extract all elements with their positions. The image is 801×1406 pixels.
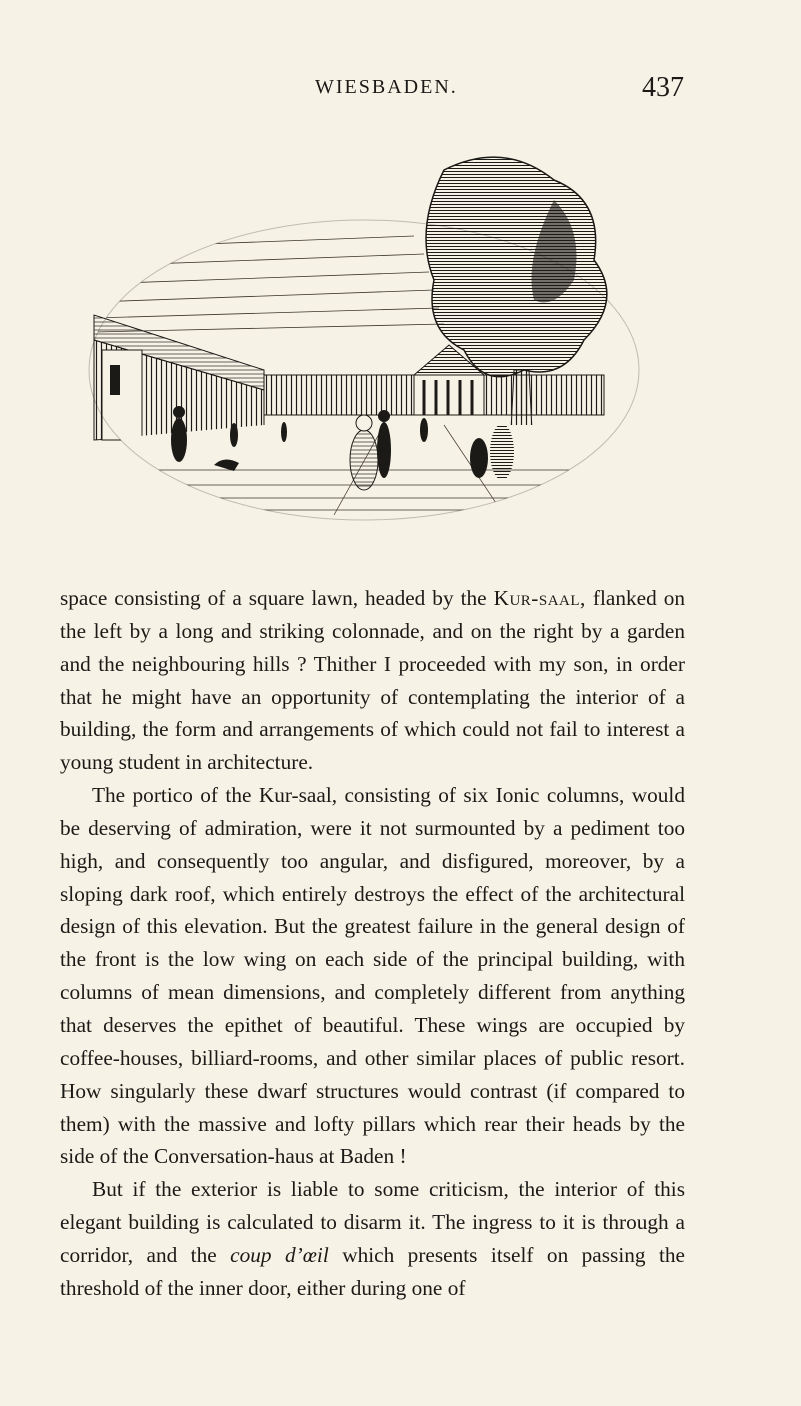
page-number: 437 [642,72,684,103]
body-text [60,582,685,1305]
paragraph-3: But if the exterior is liable to some criticism, the interior of this elegant building is calculated to disarm it. The ingress to it is through a corridor, and the coup d’œil which presents itself on passing the threshold of the inner door, either during one of [60,1177,685,1300]
running-title: WIESBADEN. [315,76,458,98]
coup-doeil-italic: coup d’œil [230,1242,329,1267]
kur-saal-smallcaps: Kur-saal, [493,586,586,610]
paragraph-2: The portico of the Kur-saal, consisting of six Ionic columns, would be deserving of admiration, were it not surmounted by a pediment too high, and consequently too angular, and disfigured, moreover, by a sloping dark roof, which entirely destroys the effect of the architectural design of this elevation. But the greatest failure in the general design of the front is the low wing on each side of the principal building, with columns of mean dimensions, and completely different from anything that deserves the epithet of beautiful. These wings are occupied by coffee-houses, billiard-rooms, and other similar places of public resort. How singularly these dwarf structures would contrast (if compared to them) with the massive and lofty pillars which rear their heads by the side of the Conversation-haus at Baden ! [60,783,685,1169]
running-head [40,72,684,108]
engraving-illustration [84,140,644,530]
paragraph-1: space consisting of a square lawn, headed by the Kur-saal, flanked on the left by a long and striking colonnade, and on the right by a garden and the neighbouring hills ? Thither I proceeded with my son, in order that he might have an opportunity of contemplating the interior of a building, the form and arrangements of which could not fail to interest a young student in architecture. [60,586,685,775]
